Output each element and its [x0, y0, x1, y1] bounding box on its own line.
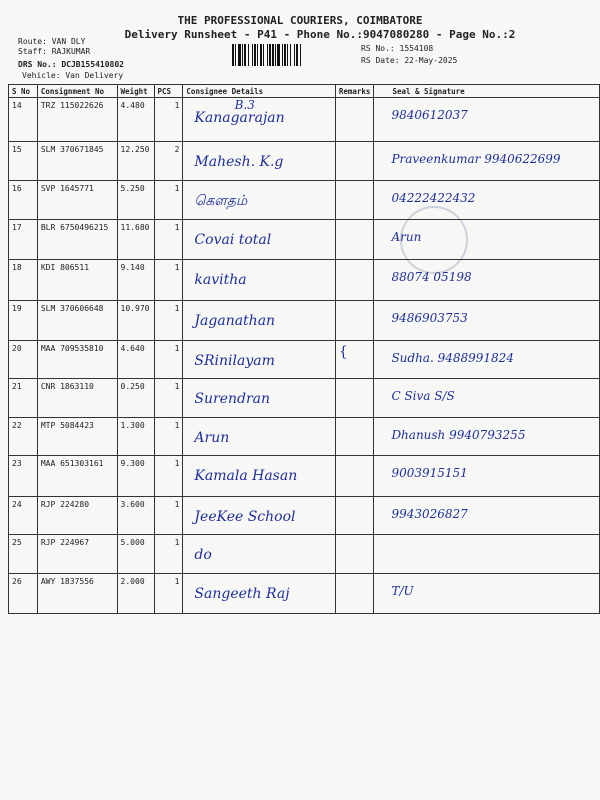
- consignee-handwritten: JeeKee School: [194, 509, 296, 525]
- consignee-handwritten: SRinilayam: [194, 353, 275, 369]
- weight-value: 4.640: [120, 344, 145, 353]
- table-row: [9, 181, 600, 220]
- consignment-number: SVP 1645771: [40, 184, 94, 193]
- seal-signature: 88074 05198: [391, 270, 472, 284]
- seal-signature: 9486903753: [391, 311, 468, 325]
- col-consignee: Consignee Details: [183, 85, 335, 98]
- seal-signature: 9943026827: [391, 507, 468, 521]
- company-title: THE PROFESSIONAL COURIERS, COIMBATORE: [177, 14, 423, 27]
- consignment-number: CNR 1863110: [40, 382, 94, 391]
- col-pcs: PCS: [154, 85, 183, 98]
- rs-date: RS Date: 22-May-2025: [361, 56, 458, 65]
- consignment-number: SLM 370606648: [40, 304, 104, 313]
- pcs-count: 1: [174, 459, 180, 468]
- row-sno: 24: [12, 500, 22, 509]
- consignee-handwritten: Surendran: [194, 391, 271, 407]
- drs-label: DRS No.: DCJB155410802: [18, 60, 124, 69]
- consignment-number: TRZ 115022626: [40, 101, 104, 110]
- table-row: [9, 418, 600, 456]
- consignee-handwritten: Jaganathan: [194, 313, 276, 329]
- pcs-count: 1: [174, 382, 180, 391]
- seal-signature: Dhanush 9940793255: [391, 428, 526, 442]
- consignee-handwritten: Arun: [194, 430, 230, 446]
- pcs-count: 1: [174, 184, 180, 193]
- row-sno: 20: [12, 344, 22, 353]
- table-header-row: [9, 85, 600, 98]
- seal-signature: 9840612037: [391, 108, 468, 122]
- row-sno: 26: [12, 577, 22, 586]
- consignee-handwritten: Kanagarajan: [194, 110, 285, 126]
- table-row: [9, 260, 600, 301]
- consignee-handwritten: Kamala Hasan: [194, 468, 298, 484]
- col-weight: Weight: [117, 85, 154, 98]
- runsheet-title: Delivery Runsheet - P41 - Phone No.:9047080280 - Page No.:2: [124, 28, 516, 41]
- weight-value: 2.000: [120, 577, 145, 586]
- vehicle-label: Vehicle: Van Delivery: [22, 71, 124, 80]
- col-consignment: Consignment No: [37, 85, 117, 98]
- table-row: [9, 301, 600, 341]
- weight-value: 5.250: [120, 184, 145, 193]
- pcs-count: 1: [174, 263, 180, 272]
- table-row: [9, 142, 600, 181]
- consignee-handwritten: Sangeeth Raj: [194, 586, 290, 602]
- consignee-handwritten: Mahesh. K.g: [194, 154, 284, 170]
- consignment-number: AWY 1837556: [40, 577, 94, 586]
- consignment-number: BLR 6750496215: [40, 223, 109, 232]
- seal-signature: Arun: [391, 230, 422, 244]
- pcs-count: 1: [174, 500, 180, 509]
- weight-value: 9.140: [120, 263, 145, 272]
- col-remarks: Remarks: [335, 85, 374, 98]
- row-sno: 18: [12, 263, 22, 272]
- col-signature: Seal & Signature: [374, 85, 600, 98]
- col-sno: S No: [9, 85, 38, 98]
- row-sno: 14: [12, 101, 22, 110]
- seal-signature: C Siva S/S: [391, 389, 455, 403]
- rs-number: RS No.: 1554108: [361, 44, 434, 53]
- weight-value: 12.250: [120, 145, 150, 154]
- pcs-count: 1: [174, 538, 180, 547]
- row-sno: 19: [12, 304, 22, 313]
- pcs-count: 2: [174, 145, 180, 154]
- consignee-note: B.3: [234, 98, 255, 112]
- pcs-count: 1: [174, 577, 180, 586]
- consignment-number: RJP 224967: [40, 538, 90, 547]
- consignee-handwritten: கௌதம்: [194, 193, 248, 209]
- seal-signature: 9003915151: [391, 466, 468, 480]
- table-row: [9, 456, 600, 497]
- row-sno: 17: [12, 223, 22, 232]
- consignment-number: MAA 651303161: [40, 459, 104, 468]
- seal-signature: [377, 545, 391, 559]
- consignment-number: SLM 370671845: [40, 145, 104, 154]
- remark-handwritten: {: [338, 344, 348, 360]
- consignment-number: MTP 5084423: [40, 421, 94, 430]
- row-sno: 25: [12, 538, 22, 547]
- pcs-count: 1: [174, 421, 180, 430]
- seal-signature: Sudha. 9488991824: [391, 351, 514, 365]
- table-row: [9, 574, 600, 614]
- row-sno: 22: [12, 421, 22, 430]
- consignment-number: KDI 806511: [40, 263, 90, 272]
- weight-value: 10.970: [120, 304, 150, 313]
- weight-value: 11.680: [120, 223, 150, 232]
- consignee-handwritten: do: [194, 547, 212, 563]
- table-row: [9, 98, 600, 142]
- route-label: Route: VAN DLY: [18, 37, 86, 46]
- staff-label: Staff: RAJKUMAR: [18, 47, 91, 56]
- seal-signature: 04222422432: [391, 191, 476, 205]
- consignment-number: RJP 224280: [40, 500, 90, 509]
- weight-value: 3.600: [120, 500, 145, 509]
- table-row: [9, 220, 600, 260]
- pcs-count: 1: [174, 304, 180, 313]
- row-sno: 21: [12, 382, 22, 391]
- row-sno: 16: [12, 184, 22, 193]
- table-row: [9, 341, 600, 379]
- table-row: [9, 379, 600, 418]
- weight-value: 1.300: [120, 421, 145, 430]
- consignment-number: MAA 709535810: [40, 344, 104, 353]
- weight-value: 9.300: [120, 459, 145, 468]
- barcode: [232, 44, 350, 66]
- weight-value: 4.480: [120, 101, 145, 110]
- pcs-count: 1: [174, 344, 180, 353]
- table-row: [9, 497, 600, 535]
- row-sno: 23: [12, 459, 22, 468]
- table-row: [9, 535, 600, 574]
- seal-signature: Praveenkumar 9940622699: [391, 152, 561, 166]
- weight-value: 0.250: [120, 382, 145, 391]
- row-sno: 15: [12, 145, 22, 154]
- consignee-handwritten: Covai total: [194, 232, 272, 248]
- runsheet-table: [8, 84, 600, 614]
- seal-signature: T/U: [391, 584, 414, 598]
- consignee-handwritten: kavitha: [194, 272, 247, 288]
- pcs-count: 1: [174, 223, 180, 232]
- weight-value: 5.000: [120, 538, 145, 547]
- pcs-count: 1: [174, 101, 180, 110]
